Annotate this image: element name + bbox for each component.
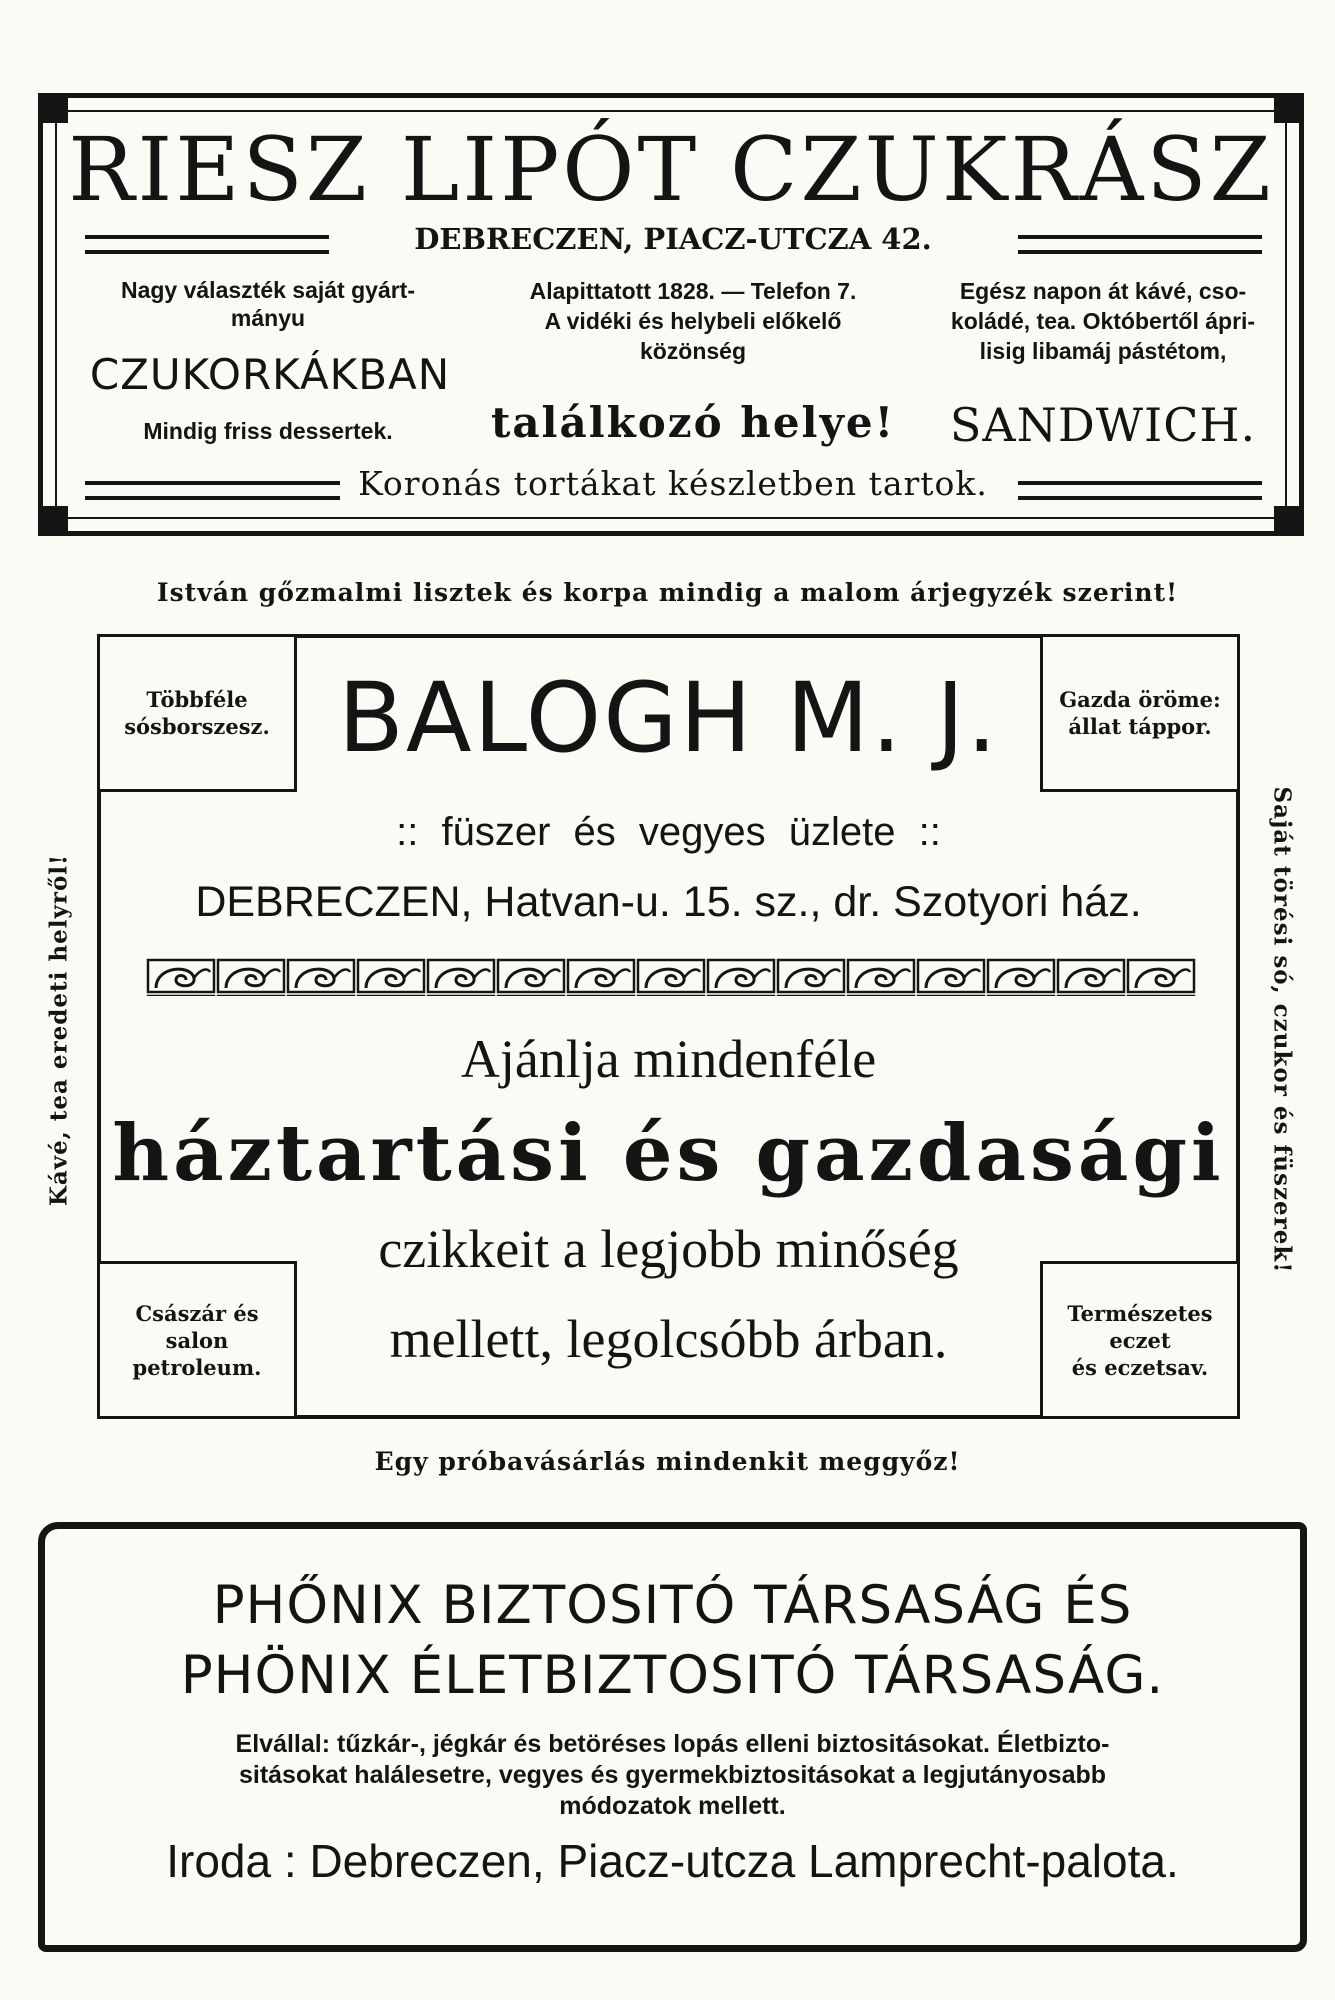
corner-ornament bbox=[38, 93, 68, 123]
phonix-advertisement bbox=[38, 1522, 1307, 1952]
corner-text: Természetes bbox=[1067, 1300, 1213, 1326]
corner-ornament bbox=[1274, 506, 1304, 536]
corner-ornament bbox=[1274, 93, 1304, 123]
corner-box-top-right bbox=[1040, 634, 1240, 792]
istvan-flour-notice: István gőzmalmi lisztek és korpa mindig a malom árjegyzék szerint! bbox=[156, 578, 1179, 607]
balogh-line-2: háztartási és gazdasági bbox=[112, 1108, 1225, 1199]
balogh-address: DEBRECZEN, Hatvan-u. 15. sz., dr. Szotyori ház. bbox=[195, 878, 1142, 926]
ornamental-border bbox=[146, 958, 1196, 998]
trial-purchase-notice: Egy próbavásárlás mindenkit meggyőz! bbox=[374, 1447, 961, 1476]
corner-box-top-left bbox=[97, 634, 297, 792]
riesz-sandwich: SANDWICH. bbox=[949, 398, 1257, 452]
riesz-mid-text: A vidéki és helybeli előkelő bbox=[544, 308, 842, 334]
phonix-title-line-1: PHŐNIX BIZTOSITÓ TÁRSASÁG ÉS bbox=[212, 1575, 1133, 1636]
riesz-left-sub: Mindig friss dessertek. bbox=[143, 418, 393, 444]
riesz-mid-text: közönség bbox=[639, 338, 747, 364]
corner-text: Gazda öröme: bbox=[1059, 687, 1221, 712]
corner-text: sósborszesz. bbox=[124, 714, 270, 739]
balogh-subtitle: :: füszer és vegyes üzlete :: bbox=[396, 810, 941, 854]
phonix-body-text: sitásokat halálesetre, vegyes és gyermekbiztositásokat a legjutányosabb bbox=[238, 1761, 1107, 1789]
balogh-line-4: mellett, legolcsóbb árban. bbox=[389, 1309, 948, 1369]
balogh-line-3: czikkeit a legjobb minőség bbox=[378, 1219, 959, 1279]
riesz-right-text: Egész napon át kávé, cso- bbox=[959, 278, 1247, 304]
riesz-right-text: koládé, tea. Októbertől ápri- bbox=[950, 308, 1256, 334]
corner-text: és eczetsav. bbox=[1071, 1354, 1209, 1380]
riesz-advertisement bbox=[38, 93, 1304, 536]
balogh-advertisement bbox=[97, 634, 1240, 1419]
balogh-line-1: Ajánlja mindenféle bbox=[460, 1029, 877, 1089]
double-rule bbox=[1018, 481, 1262, 500]
riesz-bottom-line: Koronás tortákat készletben tartok. bbox=[358, 464, 988, 503]
riesz-right-text: lisig libamáj pástétom, bbox=[979, 338, 1227, 364]
corner-text: salon bbox=[165, 1327, 229, 1353]
phonix-body-text: Elvállal: tűzkár-, jégkár és betöréses lopás elleni biztositásokat. Életbizto- bbox=[235, 1730, 1110, 1758]
phonix-body-text: módozatok mellett. bbox=[559, 1792, 786, 1820]
corner-text: Császár és bbox=[135, 1300, 259, 1326]
riesz-czukorkakban: CZUKORKÁKBAN bbox=[89, 350, 451, 399]
double-rule bbox=[85, 235, 329, 254]
balogh-title: BALOGH M. J. bbox=[338, 662, 999, 774]
riesz-meeting-place: találkozó helye! bbox=[490, 398, 896, 447]
phonix-office-address: Iroda : Debreczen, Piacz-utcza Lamprecht-palota. bbox=[166, 1835, 1179, 1887]
phonix-title-line-2: PHÖNIX ÉLETBIZTOSITÓ TÁRSASÁG. bbox=[180, 1645, 1165, 1706]
riesz-left-text: mányu bbox=[230, 305, 306, 331]
riesz-address: DEBRECZEN, PIACZ-UTCZA 42. bbox=[414, 222, 932, 256]
double-rule bbox=[1018, 235, 1262, 254]
side-text-right: Saját törési só, czukor és füszerek! bbox=[1268, 786, 1296, 1274]
riesz-founded-phone: Alapittatott 1828. — Telefon 7. bbox=[529, 278, 857, 304]
corner-ornament bbox=[38, 506, 68, 536]
corner-text: eczet bbox=[1109, 1327, 1171, 1353]
corner-text: petroleum. bbox=[132, 1354, 262, 1380]
side-text-left: Kávé, tea eredeti helyről! bbox=[45, 853, 73, 1207]
corner-text: Többféle bbox=[146, 687, 248, 712]
corner-text: állat táppor. bbox=[1068, 714, 1212, 739]
corner-box-bottom-left bbox=[97, 1261, 297, 1419]
riesz-left-text: Nagy választék saját gyárt- bbox=[120, 277, 416, 303]
corner-box-bottom-right bbox=[1040, 1261, 1240, 1419]
riesz-title: RIESZ LIPÓT CZUKRÁSZ bbox=[68, 118, 1274, 221]
double-rule bbox=[85, 481, 340, 500]
